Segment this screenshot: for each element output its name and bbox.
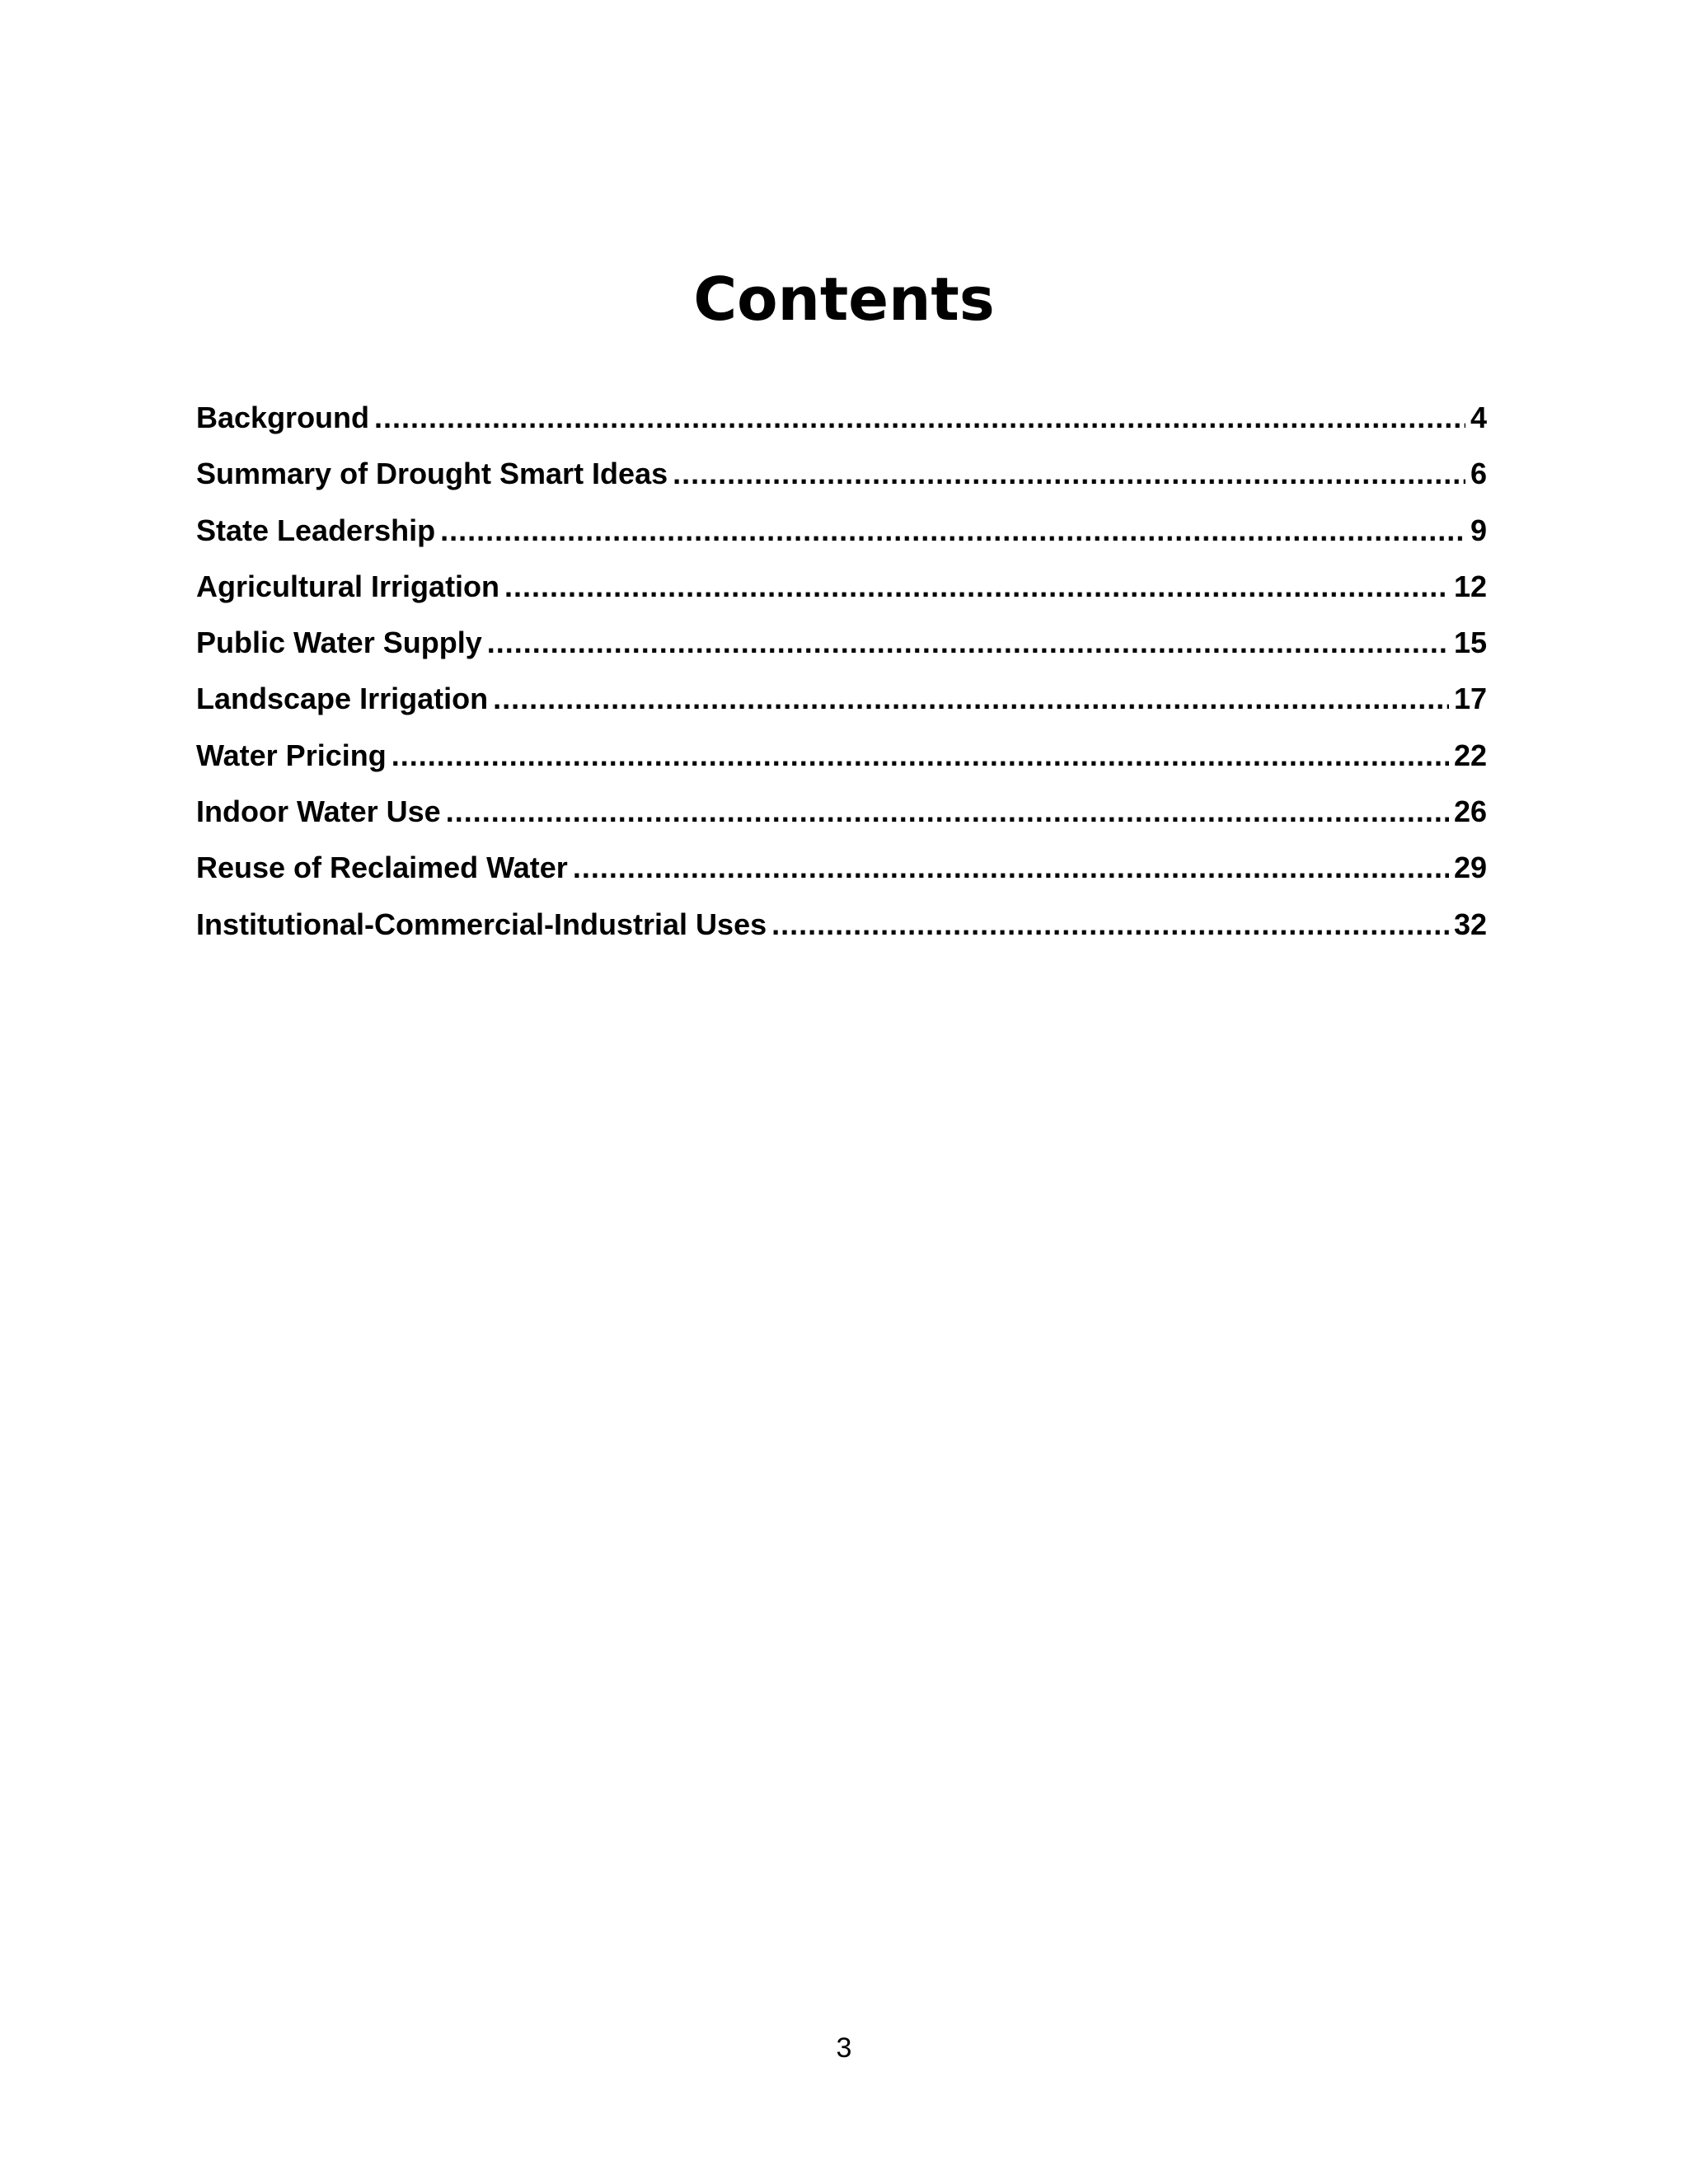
table-of-contents xyxy=(196,401,1487,963)
toc-dot-leader xyxy=(673,457,1465,491)
toc-entry-label: State Leadership xyxy=(196,513,436,547)
toc-entry-water-pricing[interactable] xyxy=(196,738,1487,794)
toc-entry-page: 4 xyxy=(1470,401,1487,434)
toc-dot-leader xyxy=(392,738,1449,773)
toc-dot-leader xyxy=(771,907,1449,942)
toc-entry-page: 26 xyxy=(1453,794,1487,829)
toc-entry-indoor-water-use[interactable] xyxy=(196,794,1487,851)
toc-dot-leader xyxy=(504,569,1449,604)
toc-entry-label: Landscape Irrigation xyxy=(196,682,489,716)
toc-dot-leader xyxy=(573,851,1449,885)
toc-entry-page: 22 xyxy=(1453,738,1487,772)
toc-entry-label: Agricultural Irrigation xyxy=(196,569,500,603)
toc-entry-label: Public Water Supply xyxy=(196,626,482,660)
toc-entry-reuse-reclaimed-water[interactable] xyxy=(196,851,1487,907)
toc-dot-leader xyxy=(446,794,1449,829)
toc-entry-label: Summary of Drought Smart Ideas xyxy=(196,457,668,491)
toc-entry-page: 9 xyxy=(1470,513,1487,547)
toc-entry-label: Institutional-Commercial-Industrial Uses xyxy=(196,907,767,941)
toc-dot-leader xyxy=(493,682,1449,716)
toc-entry-label: Indoor Water Use xyxy=(196,794,441,829)
toc-entry-page: 29 xyxy=(1453,851,1487,885)
toc-entry-state-leadership[interactable] xyxy=(196,513,1487,569)
toc-entry-agricultural-irrigation[interactable] xyxy=(196,569,1487,626)
toc-entry-page: 6 xyxy=(1470,457,1487,491)
toc-entry-page: 15 xyxy=(1453,626,1487,660)
toc-entry-public-water-supply[interactable] xyxy=(196,626,1487,682)
toc-dot-leader xyxy=(374,401,1465,435)
toc-entry-label: Background xyxy=(196,401,370,434)
toc-entry-summary[interactable] xyxy=(196,457,1487,513)
page-title: Contents xyxy=(693,265,995,334)
toc-entry-label: Water Pricing xyxy=(196,738,387,772)
toc-dot-leader xyxy=(440,513,1465,548)
toc-entry-label: Reuse of Reclaimed Water xyxy=(196,851,568,885)
toc-entry-page: 17 xyxy=(1453,682,1487,716)
toc-entry-page: 32 xyxy=(1453,907,1487,941)
toc-entry-ici-uses[interactable] xyxy=(196,907,1487,963)
toc-dot-leader xyxy=(487,626,1449,660)
toc-entry-page: 12 xyxy=(1453,569,1487,603)
toc-entry-background[interactable] xyxy=(196,401,1487,457)
toc-entry-landscape-irrigation[interactable] xyxy=(196,682,1487,738)
page-number: 3 xyxy=(836,2032,852,2064)
